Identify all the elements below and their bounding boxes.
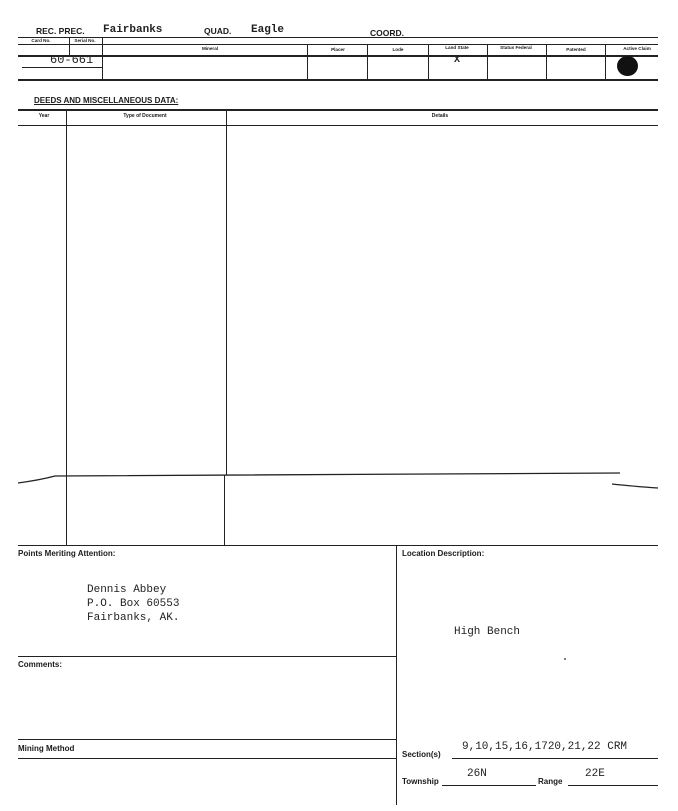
- deeds-top-rule: [18, 109, 658, 111]
- deeds-header-rule: [18, 125, 658, 126]
- header-divider: [605, 44, 606, 79]
- header-divider: [546, 44, 547, 79]
- points-line-2: P.O. Box 60553: [87, 598, 180, 610]
- quad-label: QUAD.: [204, 26, 232, 36]
- status-federal-header: Status Federal: [500, 45, 532, 50]
- serial-no-header: Serial No.: [74, 38, 96, 43]
- placer-header: Placer: [331, 47, 345, 52]
- township-label: Township: [402, 777, 439, 786]
- patented-header: Patented: [566, 47, 586, 52]
- sections-underline: [452, 758, 658, 759]
- header-bottom-rule: [18, 79, 658, 81]
- header-divider: [367, 44, 368, 79]
- range-label: Range: [538, 777, 563, 786]
- comments-label: Comments:: [18, 660, 63, 669]
- sections-value: 9,10,15,16,1720,21,22 CRM: [462, 741, 628, 753]
- location-label: Location Description:: [402, 549, 485, 558]
- card-underline: [22, 67, 102, 68]
- type-header: Type of Document: [123, 113, 167, 119]
- points-line-3: Fairbanks, AK.: [87, 612, 180, 624]
- location-value: High Bench: [454, 626, 521, 638]
- quad-value: Eagle: [251, 24, 285, 36]
- lode-header: Lode: [392, 47, 404, 52]
- range-underline: [568, 785, 658, 786]
- points-line-1: Dennis Abbey: [87, 584, 167, 596]
- deeds-col-divider: [226, 110, 227, 475]
- rec-prec-label: REC. PREC.: [36, 26, 85, 36]
- range-value: 22E: [585, 768, 605, 780]
- header-divider: [428, 44, 429, 79]
- year-header: Year: [38, 113, 50, 119]
- details-header: Details: [431, 113, 449, 119]
- bottom-top-rule: [18, 545, 658, 546]
- ink-speck: [564, 658, 566, 660]
- land-state-mark: X: [454, 55, 461, 66]
- mining-label: Mining Method: [18, 744, 75, 753]
- card-no-header: Card No.: [31, 38, 51, 43]
- paper-fold-line: [0, 462, 678, 494]
- card-number-value: 60-661: [50, 53, 94, 67]
- hole-punch-dot: [617, 56, 638, 76]
- header-divider: [102, 37, 103, 79]
- coord-label: COORD.: [370, 28, 404, 38]
- township-value: 26N: [467, 768, 487, 780]
- header-top-rule: [18, 37, 658, 38]
- mineral-header: Mineral: [201, 46, 219, 51]
- sections-label: Section(s): [402, 750, 441, 759]
- header-divider: [307, 44, 308, 79]
- mining-under-rule: [18, 758, 396, 759]
- land-state-header: Land State: [445, 45, 469, 50]
- points-label: Points Meriting Attention:: [18, 549, 116, 558]
- active-claim-header: Active Claim: [623, 46, 651, 51]
- header-mid-rule: [18, 44, 658, 45]
- header-divider: [487, 44, 488, 79]
- header-col-rule: [18, 55, 658, 57]
- deeds-title: DEEDS AND MISCELLANEOUS DATA:: [34, 96, 179, 105]
- comments-rule: [18, 656, 396, 657]
- bottom-col-divider: [396, 545, 397, 805]
- township-underline: [442, 785, 536, 786]
- mining-rule: [18, 739, 396, 740]
- rec-prec-value: Fairbanks: [103, 24, 163, 36]
